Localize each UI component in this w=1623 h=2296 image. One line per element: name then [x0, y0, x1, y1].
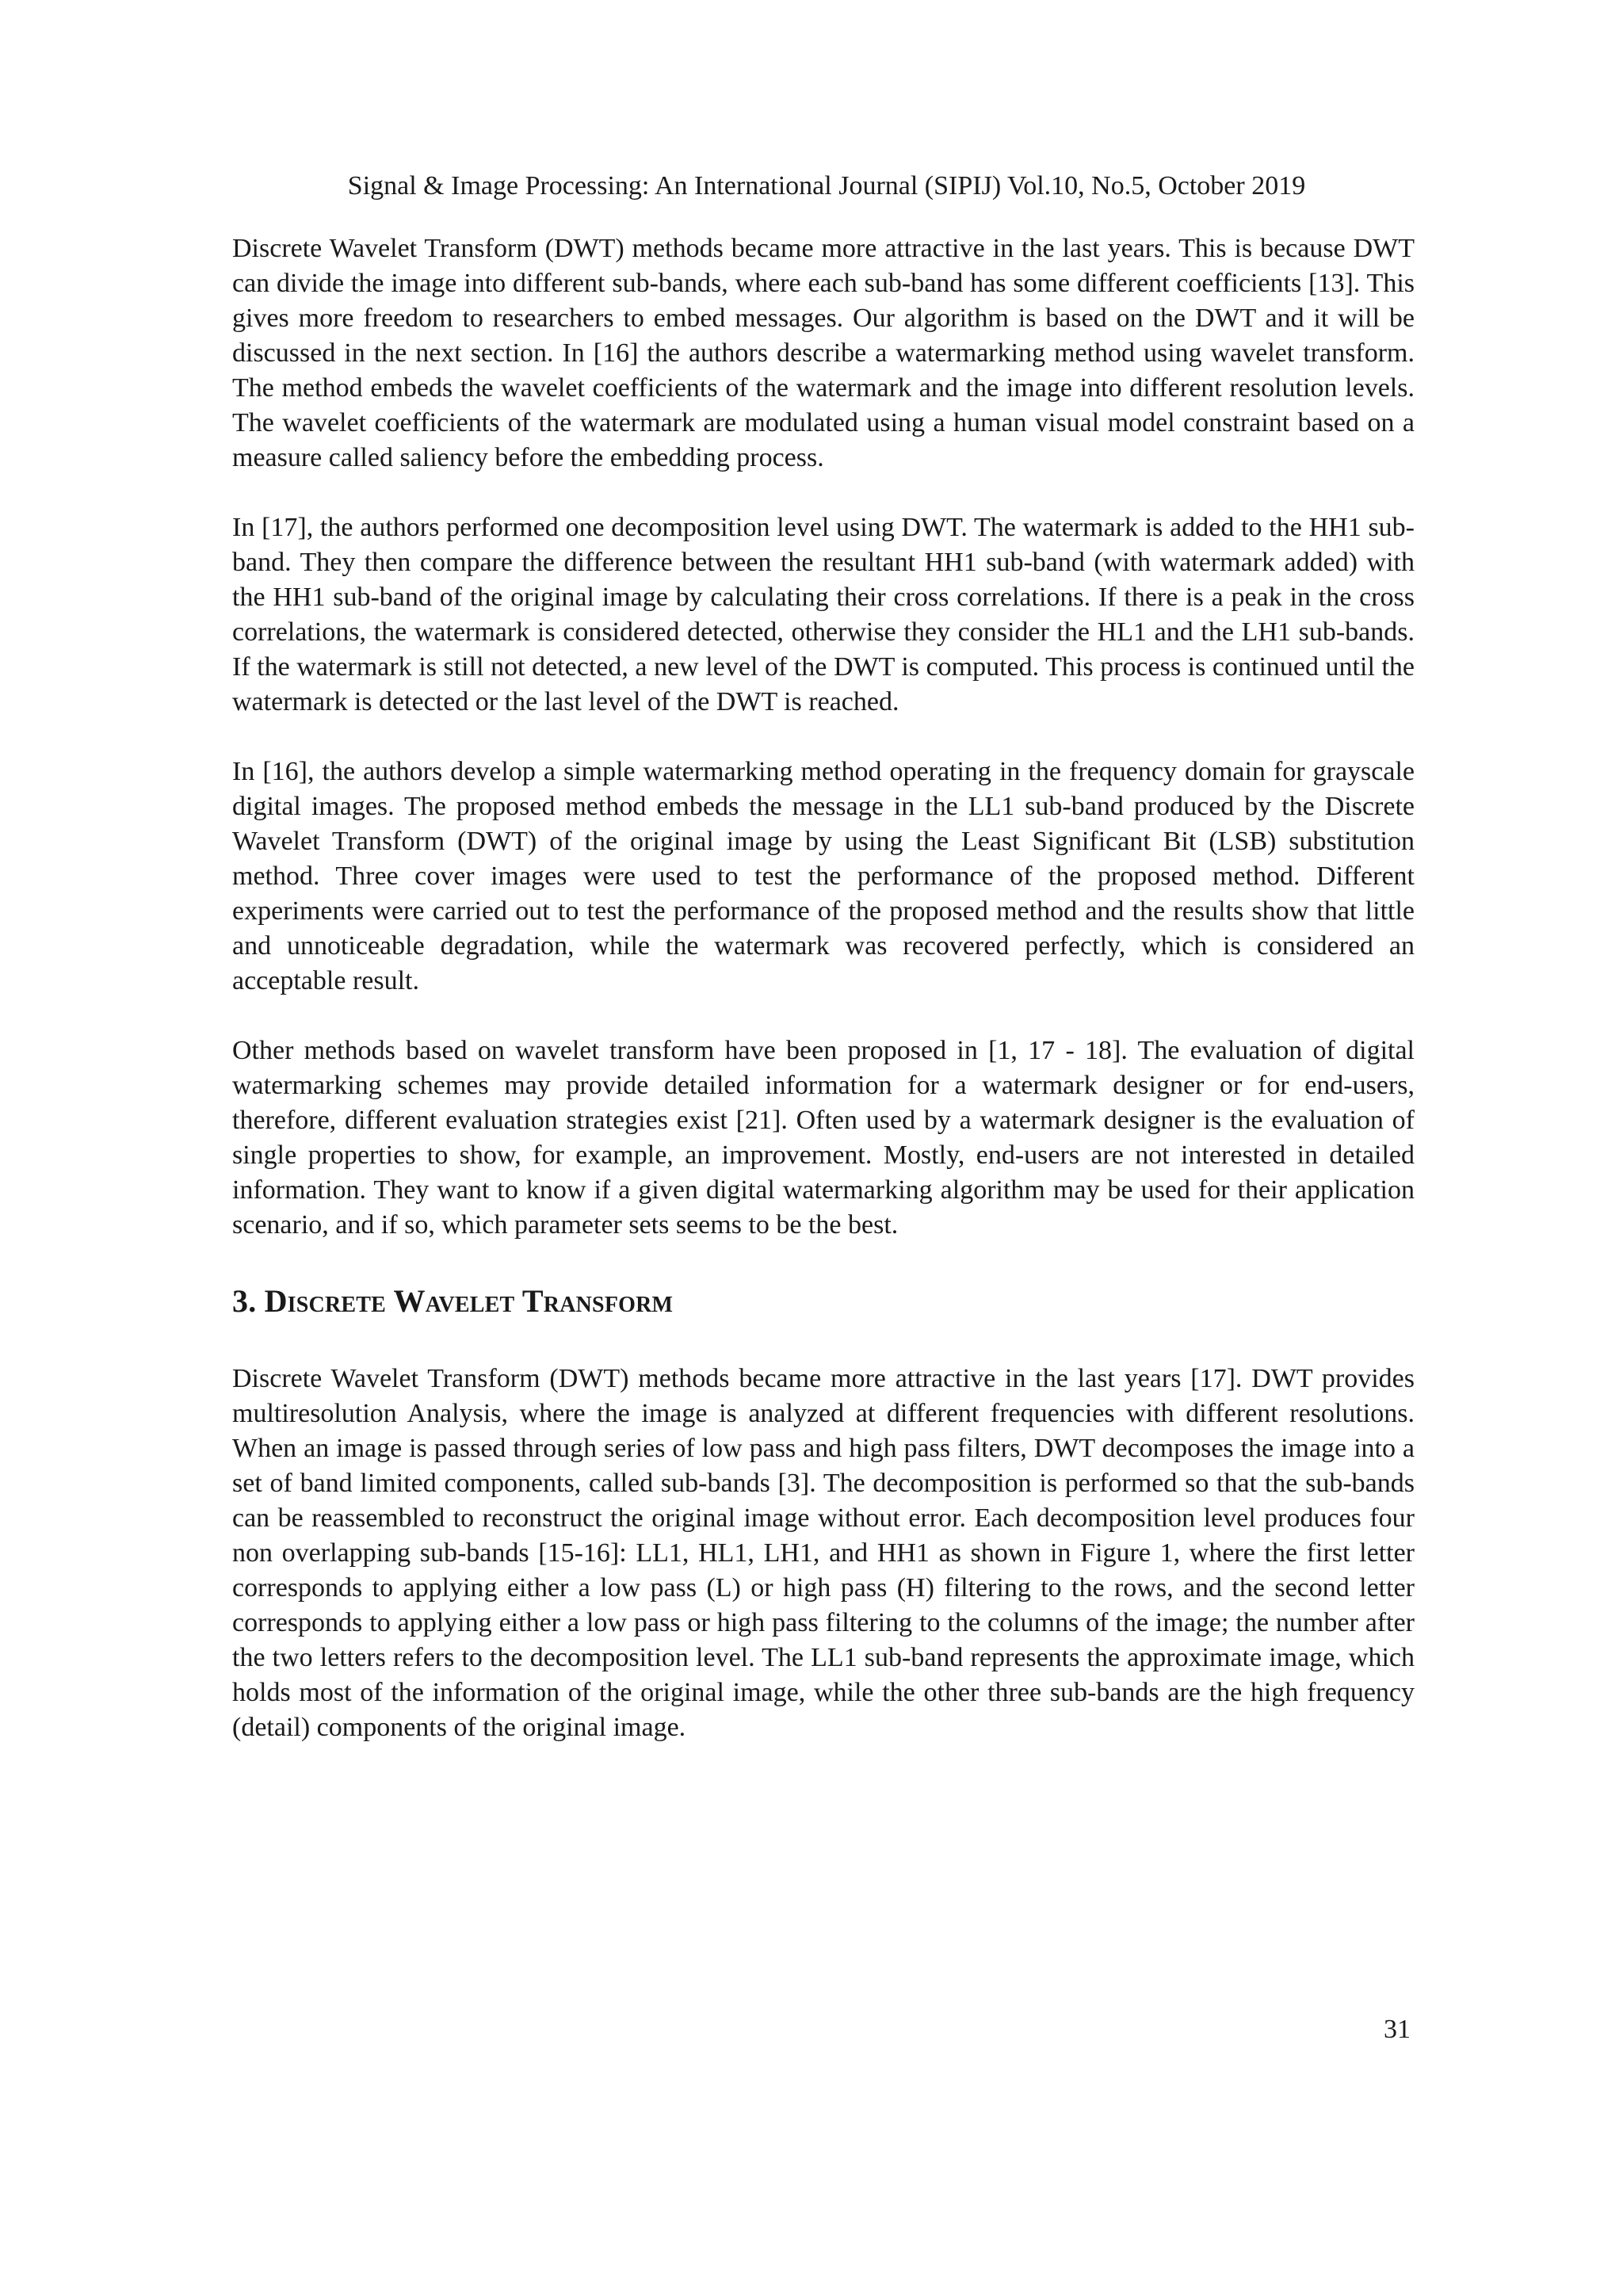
paragraph-dwt-intro: Discrete Wavelet Transform (DWT) methods became more attractive in the last years. This is because DWT can divide the image into different sub-bands, where each sub-band has some different coefficients [13]. This gives more freedom to researchers to embed messages. Our algorithm is based on the DWT and it will be discussed in the next section. In [16] the authors describe a watermarking method using wavelet transform. The method embeds the wavelet coefficients of the watermark and the image into different resolution levels. The wavelet coefficients of the watermark are modulated using a human visual model constraint based on a measure called saliency before the embedding process.: [232, 234, 1415, 472]
page-number: 31: [1384, 2015, 1411, 2044]
paragraph-ref-16: In [16], the authors develop a simple watermarking method operating in the frequency domain for grayscale digital images. The proposed method embeds the message in the LL1 sub-band produced by the Discrete Wavelet Transform (DWT) of the original image by using the Least Significant Bit (LSB) substitution method. Three cover images were used to test the performance of the proposed method. Different experiments were carried out to test the performance of the proposed method and the results show that little and unnoticeable degradation, while the watermark was recovered perfectly, which is considered an acceptable result.: [232, 757, 1415, 995]
running-header: Signal & Image Processing: An International Journal (SIPIJ) Vol.10, No.5, October 2019: [347, 171, 1306, 201]
section-heading-dwt: 3. Discrete Wavelet Transform: [232, 1283, 674, 1319]
paragraph-dwt-description: Discrete Wavelet Transform (DWT) methods became more attractive in the last years [17]. DWT provides multiresolution Analysis, where the image is analyzed at different frequencies with different resolutions. When an image is passed through series of low pass and high pass filters, DWT decomposes the image into a set of band limited components, called sub-bands [3]. The decomposition is performed so that the sub-bands can be reassembled to reconstruct the original image without error. Each decomposition level produces four non overlapping sub-bands [15-16]: LL1, HL1, LH1, and HH1 as shown in Figure 1, where the first letter corresponds to applying either a low pass (L) or high pass (H) filtering to the rows, and the second letter corresponds to applying either a low pass or high pass filtering to the columns of the image; the number after the two letters refers to the decomposition level. The LL1 sub-band represents the approximate image, which holds most of the information of the original image, while the other three sub-bands are the high frequency (detail) components of the original image.: [232, 1364, 1415, 1742]
body-text: [232, 231, 1415, 1780]
paragraph-ref-17: In [17], the authors performed one decomposition level using DWT. The watermark is added to the HH1 sub-band. They then compare the difference between the resultant HH1 sub-band (with watermark added) with the HH1 sub-band of the original image by calculating their cross correlations. If there is a peak in the cross correlations, the watermark is considered detected, otherwise they consider the HL1 and the LH1 sub-bands. If the watermark is still not detected, a new level of the DWT is computed. This process is continued until the watermark is detected or the last level of the DWT is reached.: [232, 513, 1415, 716]
paragraph-other-methods: Other methods based on wavelet transform have been proposed in [1, 17 - 18]. The evaluation of digital watermarking schemes may provide detailed information for a watermark designer or for end-users, therefore, different evaluation strategies exist [21]. Often used by a watermark designer is the evaluation of single properties to show, for example, an improvement. Mostly, end-users are not interested in detailed information. They want to know if a given digital watermarking algorithm may be used for their application scenario, and if so, which parameter sets seems to be the best.: [232, 1036, 1415, 1240]
